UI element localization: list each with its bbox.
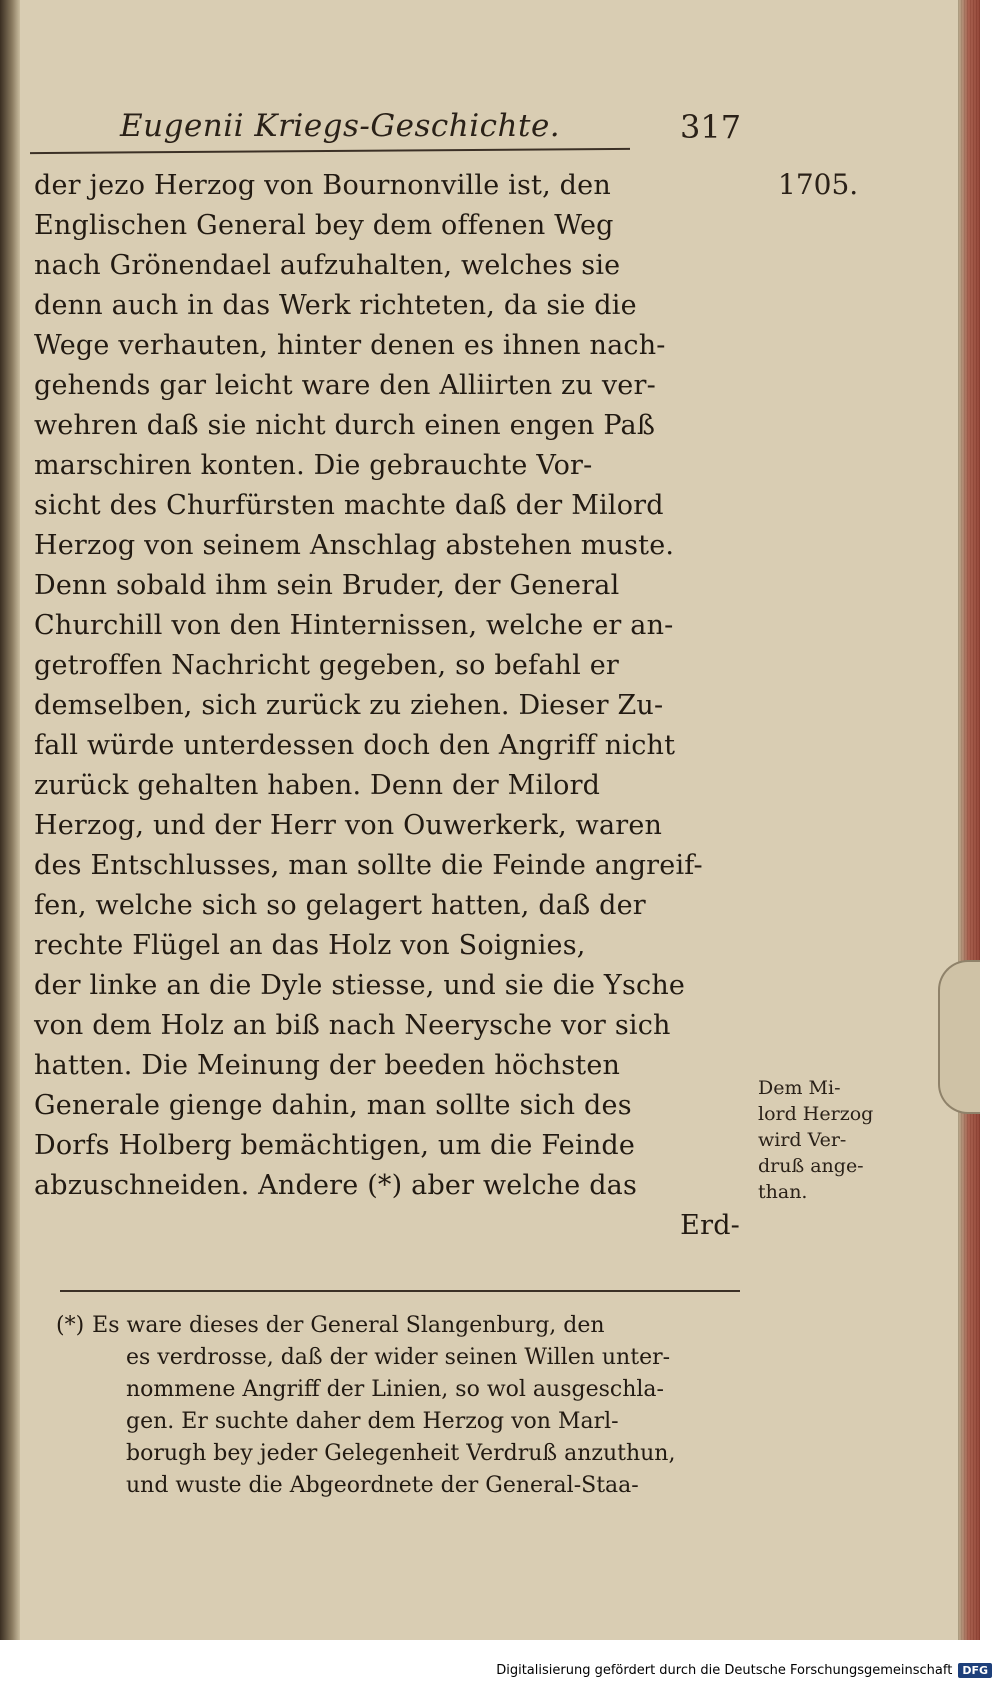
text-line: von dem Holz an biß nach Neerysche vor sich xyxy=(34,1010,671,1041)
text-line: Churchill von den Hinternissen, welche er an- xyxy=(34,610,674,641)
footnote-line: es verdrosse, daß der wider seinen Willen unter- xyxy=(126,1345,671,1370)
text-line: nach Grönendael aufzuhalten, welches sie xyxy=(34,250,621,281)
margin-note-line: druß ange- xyxy=(758,1155,864,1177)
text-line: rechte Flügel an das Holz von Soignies, xyxy=(34,930,586,961)
binding-gutter xyxy=(0,0,20,1640)
page-header xyxy=(120,108,740,154)
text-line: abzuschneiden. Andere (*) aber welche das xyxy=(34,1170,638,1201)
text-line: marschiren konten. Die gebrauchte Vor- xyxy=(34,450,593,481)
page-number: 317 xyxy=(680,108,742,146)
text-line: wehren daß sie nicht durch einen engen Paß xyxy=(34,410,656,441)
margin-note-line: Dem Mi- xyxy=(758,1077,841,1099)
footnote-line: nommene Angriff der Linien, so wol ausgeschla- xyxy=(126,1377,664,1402)
text-line: Denn sobald ihm sein Bruder, der General xyxy=(34,570,620,601)
catchword: Erd- xyxy=(680,1210,740,1241)
text-line: Herzog, und der Herr von Ouwerkerk, waren xyxy=(34,810,663,841)
margin-note-line: than. xyxy=(758,1181,808,1203)
page-edge xyxy=(958,0,980,1640)
footnote-line: und wuste die Abgeordnete der General-Staa- xyxy=(126,1473,639,1498)
footnote-marker: (*) xyxy=(56,1313,85,1338)
text-line: Wege verhauten, hinter denen es ihnen nach- xyxy=(34,330,666,361)
text-line: des Entschlusses, man sollte die Feinde angreif- xyxy=(34,850,703,881)
footnote-text: Es ware dieses der General Slangenburg, den xyxy=(92,1313,605,1338)
text-line: Dorfs Holberg bemächtigen, um die Feinde xyxy=(34,1130,636,1161)
text-line: Generale gienge dahin, man sollte sich des xyxy=(34,1090,632,1121)
dfg-logo: DFG xyxy=(958,1663,992,1678)
text-line: sicht des Churfürsten machte daß der Milord xyxy=(34,490,664,521)
funding-credit xyxy=(496,1660,992,1680)
main-text xyxy=(34,166,754,1246)
margin-note-line: lord Herzog xyxy=(758,1103,874,1125)
text-line: fall würde unterdessen doch den Angriff nicht xyxy=(34,730,676,761)
text-line: der jezo Herzog von Bournonville ist, den xyxy=(34,170,611,201)
text-line: hatten. Die Meinung der beeden höchsten xyxy=(34,1050,621,1081)
credit-text: Digitalisierung gefördert durch die Deutsche Forschungsgemeinschaft xyxy=(496,1662,953,1678)
text-line: demselben, sich zurück zu ziehen. Dieser Zu- xyxy=(34,690,664,721)
text-line: getroffen Nachricht gegeben, so befahl er xyxy=(34,650,620,681)
footnote-line xyxy=(56,1310,756,1342)
margin-note-line: wird Ver- xyxy=(758,1129,847,1151)
text-line: der linke an die Dyle stiesse, und sie die Ysche xyxy=(34,970,686,1001)
page-clip xyxy=(938,960,980,1114)
text-line: denn auch in das Werk richteten, da sie die xyxy=(34,290,637,321)
margin-note xyxy=(758,1075,908,1205)
text-line: gehends gar leicht ware den Alliirten zu ver- xyxy=(34,370,656,401)
footnote-line: gen. Er suchte daher dem Herzog von Marl- xyxy=(126,1409,619,1434)
running-title: Eugenii Kriegs-Geschichte. xyxy=(120,108,561,144)
text-line: Englischen General bey dem offenen Weg xyxy=(34,210,614,241)
footnote-line: borugh bey jeder Gelegenheit Verdruß anzuthun, xyxy=(126,1441,676,1466)
footnote xyxy=(56,1310,756,1502)
text-line: fen, welche sich so gelagert hatten, daß der xyxy=(34,890,646,921)
text-line: zurück gehalten haben. Denn der Milord xyxy=(34,770,601,801)
margin-year: 1705. xyxy=(778,168,859,201)
footnote-rule xyxy=(60,1290,740,1292)
text-line: Herzog von seinem Anschlag abstehen muste. xyxy=(34,530,675,561)
